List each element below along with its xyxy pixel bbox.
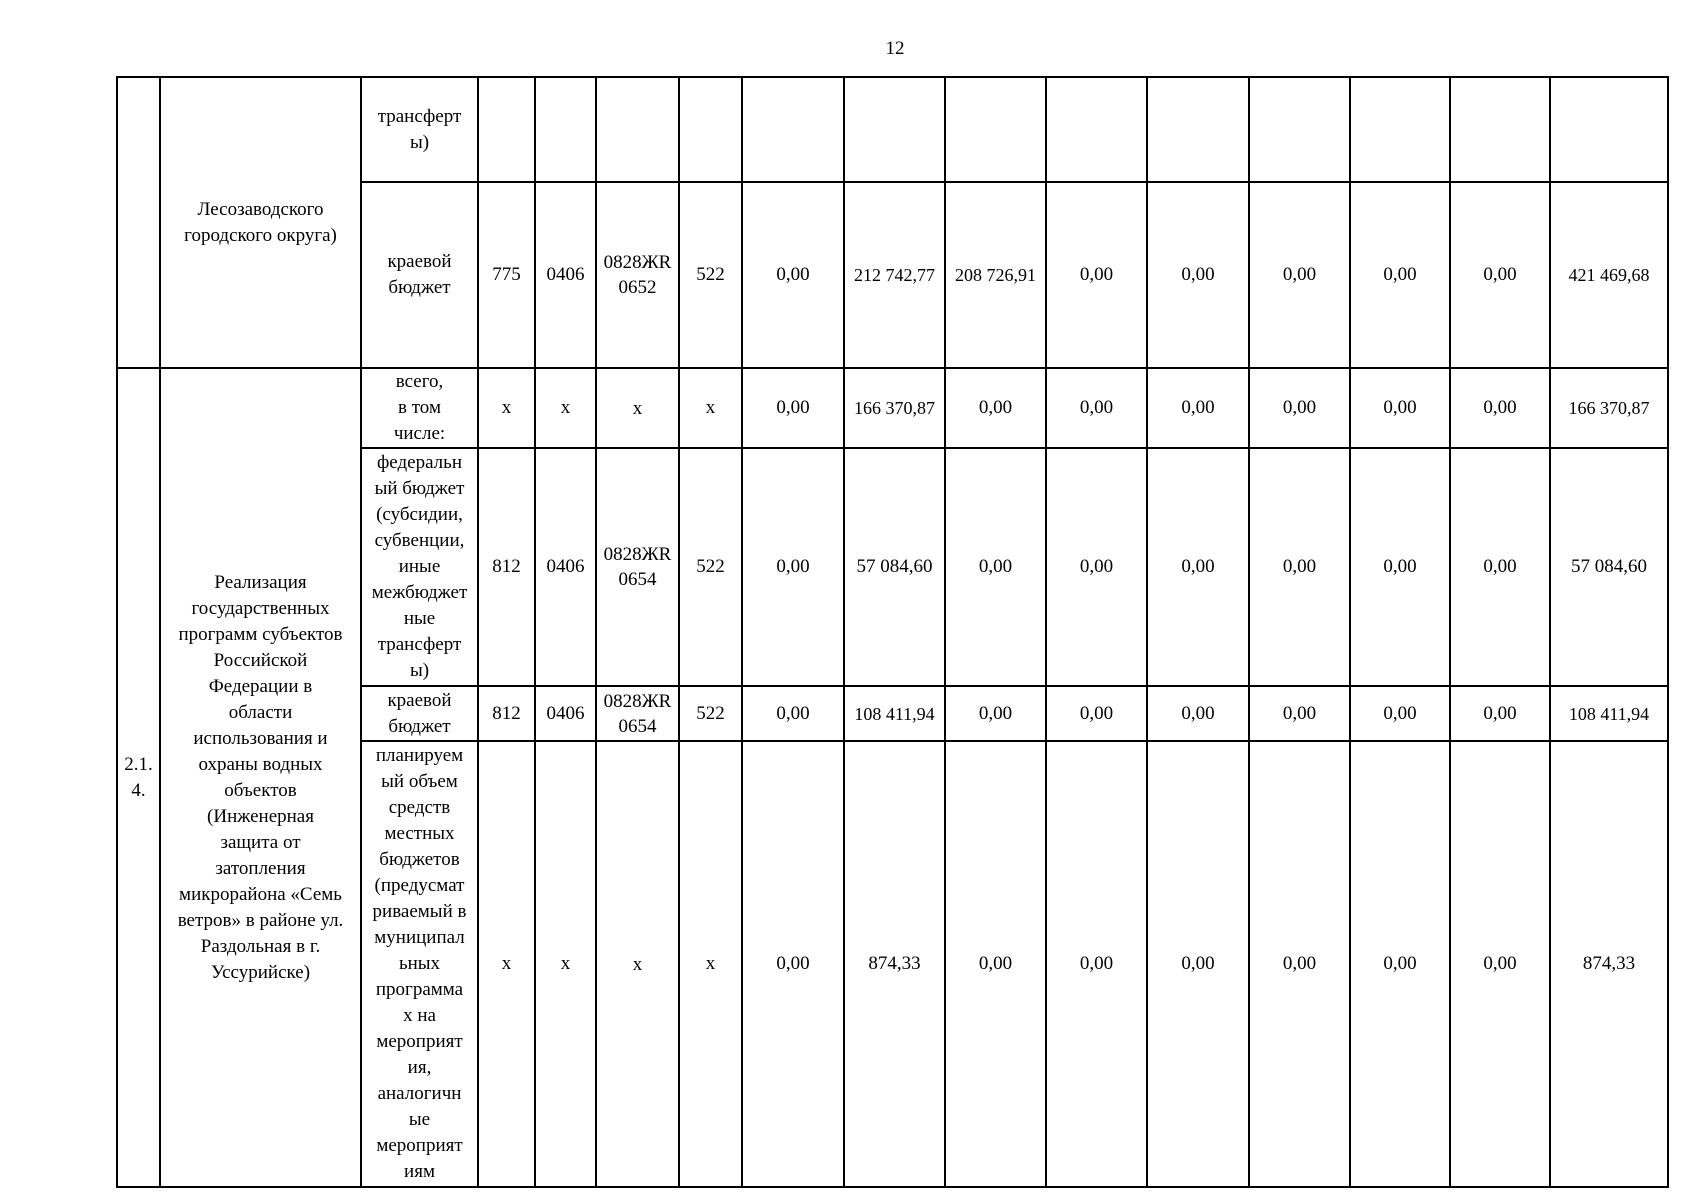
total-cell: 421 469,68 <box>1550 182 1668 368</box>
year-2024-cell: 0,00 <box>1046 368 1147 448</box>
budget-table <box>116 76 1669 1188</box>
year-2025-cell <box>1147 77 1249 182</box>
expense-type-cell: 522 <box>679 182 742 368</box>
activity-name-cell: Лесозаводского городского округа) <box>160 77 361 368</box>
expense-type-cell <box>679 77 742 182</box>
year-2024-cell: 0,00 <box>1046 741 1147 1187</box>
item-number-cell <box>117 77 160 368</box>
year-2022-cell <box>844 77 945 182</box>
section-code-cell <box>535 77 596 182</box>
year-2025-cell: 0,00 <box>1147 182 1249 368</box>
year-2022-cell: 874,33 <box>844 741 945 1187</box>
year-2021-cell <box>742 77 844 182</box>
funding-source-cell: федеральн ый бюджет (субсидии, субвенции, иные межбюджет ные трансферт ы) <box>361 448 478 686</box>
table-row <box>117 77 1668 182</box>
year-2021-cell: 0,00 <box>742 182 844 368</box>
year-2026-cell: 0,00 <box>1249 448 1350 686</box>
admin-code-cell: 812 <box>478 686 535 741</box>
year-2027-cell: 0,00 <box>1350 741 1450 1187</box>
funding-source-cell: трансферт ы) <box>361 77 478 182</box>
expense-type-cell: x <box>679 741 742 1187</box>
year-2022-cell: 108 411,94 <box>844 686 945 741</box>
admin-code-cell: x <box>478 741 535 1187</box>
year-2023-cell: 0,00 <box>945 741 1046 1187</box>
activity-name-cell: Реализация государственных программ субъектов Российской Федерации в области использования и охраны водных объектов (Инженерная защита от затопления микрорайона «Семь ветров» в районе ул. Раздольная в г. Уссурийске) <box>160 368 361 1187</box>
year-2021-cell: 0,00 <box>742 741 844 1187</box>
page-number: 12 <box>885 38 905 59</box>
total-cell: 874,33 <box>1550 741 1668 1187</box>
year-2028-cell: 0,00 <box>1450 448 1550 686</box>
target-code-cell: 0828ЖR 0654 <box>596 448 679 686</box>
year-2022-cell: 57 084,60 <box>844 448 945 686</box>
section-code-cell: 0406 <box>535 686 596 741</box>
target-code-cell: x <box>596 741 679 1187</box>
expense-type-cell: x <box>679 368 742 448</box>
year-2027-cell: 0,00 <box>1350 686 1450 741</box>
year-2027-cell <box>1350 77 1450 182</box>
year-2022-cell: 166 370,87 <box>844 368 945 448</box>
year-2023-cell: 0,00 <box>945 448 1046 686</box>
section-code-cell: x <box>535 741 596 1187</box>
funding-source-cell: планируем ый объем средств местных бюджетов (предусмат риваемый в муниципал ьных программа х на мероприят ия, аналогичн ые мероприят иям <box>361 741 478 1187</box>
year-2024-cell: 0,00 <box>1046 686 1147 741</box>
expense-type-cell: 522 <box>679 448 742 686</box>
section-code-cell: 0406 <box>535 182 596 368</box>
admin-code-cell <box>478 77 535 182</box>
admin-code-cell: 775 <box>478 182 535 368</box>
target-code-cell: 0828ЖR 0652 <box>596 182 679 368</box>
year-2023-cell: 208 726,91 <box>945 182 1046 368</box>
year-2022-cell: 212 742,77 <box>844 182 945 368</box>
target-code-cell: x <box>596 368 679 448</box>
target-code-cell: 0828ЖR 0654 <box>596 686 679 741</box>
funding-source-cell: всего, в том числе: <box>361 368 478 448</box>
year-2026-cell: 0,00 <box>1249 368 1350 448</box>
admin-code-cell: 812 <box>478 448 535 686</box>
year-2028-cell: 0,00 <box>1450 182 1550 368</box>
year-2025-cell: 0,00 <box>1147 741 1249 1187</box>
total-cell <box>1550 77 1668 182</box>
total-cell: 57 084,60 <box>1550 448 1668 686</box>
item-number-cell: 2.1. 4. <box>117 368 160 1187</box>
year-2026-cell: 0,00 <box>1249 686 1350 741</box>
year-2027-cell: 0,00 <box>1350 368 1450 448</box>
year-2028-cell: 0,00 <box>1450 741 1550 1187</box>
year-2024-cell: 0,00 <box>1046 182 1147 368</box>
year-2028-cell <box>1450 77 1550 182</box>
year-2026-cell: 0,00 <box>1249 741 1350 1187</box>
year-2023-cell: 0,00 <box>945 686 1046 741</box>
year-2026-cell <box>1249 77 1350 182</box>
year-2027-cell: 0,00 <box>1350 448 1450 686</box>
year-2026-cell: 0,00 <box>1249 182 1350 368</box>
expense-type-cell: 522 <box>679 686 742 741</box>
year-2025-cell: 0,00 <box>1147 448 1249 686</box>
year-2023-cell <box>945 77 1046 182</box>
year-2028-cell: 0,00 <box>1450 686 1550 741</box>
year-2021-cell: 0,00 <box>742 686 844 741</box>
year-2028-cell: 0,00 <box>1450 368 1550 448</box>
table-row <box>117 368 1668 448</box>
year-2021-cell: 0,00 <box>742 368 844 448</box>
funding-source-cell: краевой бюджет <box>361 686 478 741</box>
year-2024-cell <box>1046 77 1147 182</box>
year-2027-cell: 0,00 <box>1350 182 1450 368</box>
year-2024-cell: 0,00 <box>1046 448 1147 686</box>
total-cell: 166 370,87 <box>1550 368 1668 448</box>
year-2025-cell: 0,00 <box>1147 368 1249 448</box>
total-cell: 108 411,94 <box>1550 686 1668 741</box>
admin-code-cell: x <box>478 368 535 448</box>
target-code-cell <box>596 77 679 182</box>
year-2025-cell: 0,00 <box>1147 686 1249 741</box>
year-2023-cell: 0,00 <box>945 368 1046 448</box>
section-code-cell: 0406 <box>535 448 596 686</box>
year-2021-cell: 0,00 <box>742 448 844 686</box>
section-code-cell: x <box>535 368 596 448</box>
funding-source-cell: краевой бюджет <box>361 182 478 368</box>
